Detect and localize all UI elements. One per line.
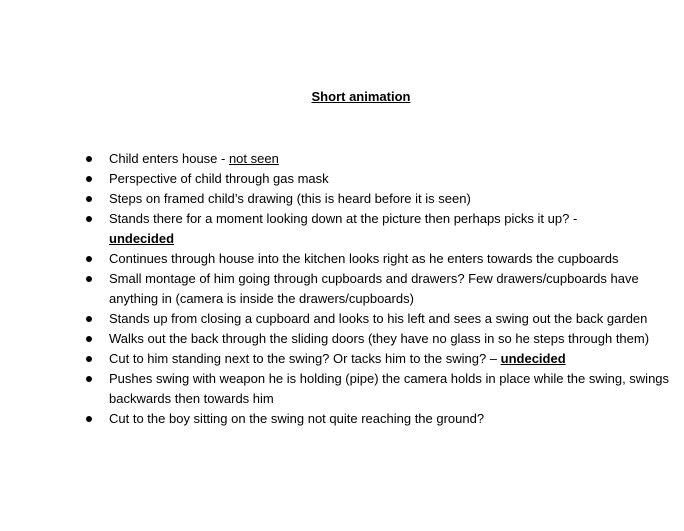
- list-item: [86, 169, 670, 189]
- bullet-icon: [86, 316, 92, 322]
- list-item: [86, 249, 670, 269]
- bullet-icon: [86, 216, 92, 222]
- item-text: Cut to the boy sitting on the swing not quite reaching the ground?: [109, 411, 485, 426]
- bullet-icon: [86, 356, 92, 362]
- item-text: Steps on framed child’s drawing (this is heard before it is seen): [109, 191, 471, 206]
- list-item: [86, 309, 670, 329]
- item-text: Stands up from closing a cupboard and looks to his left and sees a swing out the back garden: [109, 311, 648, 326]
- bullet-icon: [86, 336, 92, 342]
- item-emphasis: undecided: [109, 231, 175, 246]
- item-text: Pushes swing with weapon he is holding (pipe) the camera holds in place while the swing, swings backwards then towards him: [109, 371, 670, 406]
- item-text: Child enters house -: [109, 151, 229, 166]
- bullet-icon: [86, 416, 92, 422]
- item-emphasis: undecided: [500, 351, 566, 366]
- list-item: [86, 189, 670, 209]
- bullet-icon: [86, 176, 92, 182]
- list-item: [86, 269, 670, 309]
- document-title: Short animation: [311, 89, 411, 104]
- list-item: [86, 349, 670, 369]
- bullet-icon: [86, 276, 92, 282]
- list-item: [86, 329, 670, 349]
- item-text: Walks out the back through the sliding doors (they have no glass in so he steps through them): [109, 331, 650, 346]
- bullet-icon: [86, 196, 92, 202]
- item-text: Continues through house into the kitchen looks right as he enters towards the cupboards: [109, 251, 619, 266]
- list-item: [86, 409, 670, 429]
- list-item: [86, 209, 670, 249]
- bullet-icon: [86, 156, 92, 162]
- bullet-icon: [86, 376, 92, 382]
- list-item: [86, 149, 670, 169]
- list-item: [86, 369, 670, 409]
- item-emphasis: not seen: [228, 151, 279, 166]
- item-text: Perspective of child through gas mask: [109, 171, 329, 186]
- item-text: Small montage of him going through cupboards and drawers? Few drawers/cupboards have anything in (camera is inside the drawers/cupboards): [109, 271, 639, 306]
- item-text: Cut to him standing next to the swing? Or tacks him to the swing? –: [109, 351, 501, 366]
- bullet-list: [86, 149, 670, 429]
- bullet-icon: [86, 256, 92, 262]
- item-text: Stands there for a moment looking down at the picture then perhaps picks it up? -: [109, 211, 578, 226]
